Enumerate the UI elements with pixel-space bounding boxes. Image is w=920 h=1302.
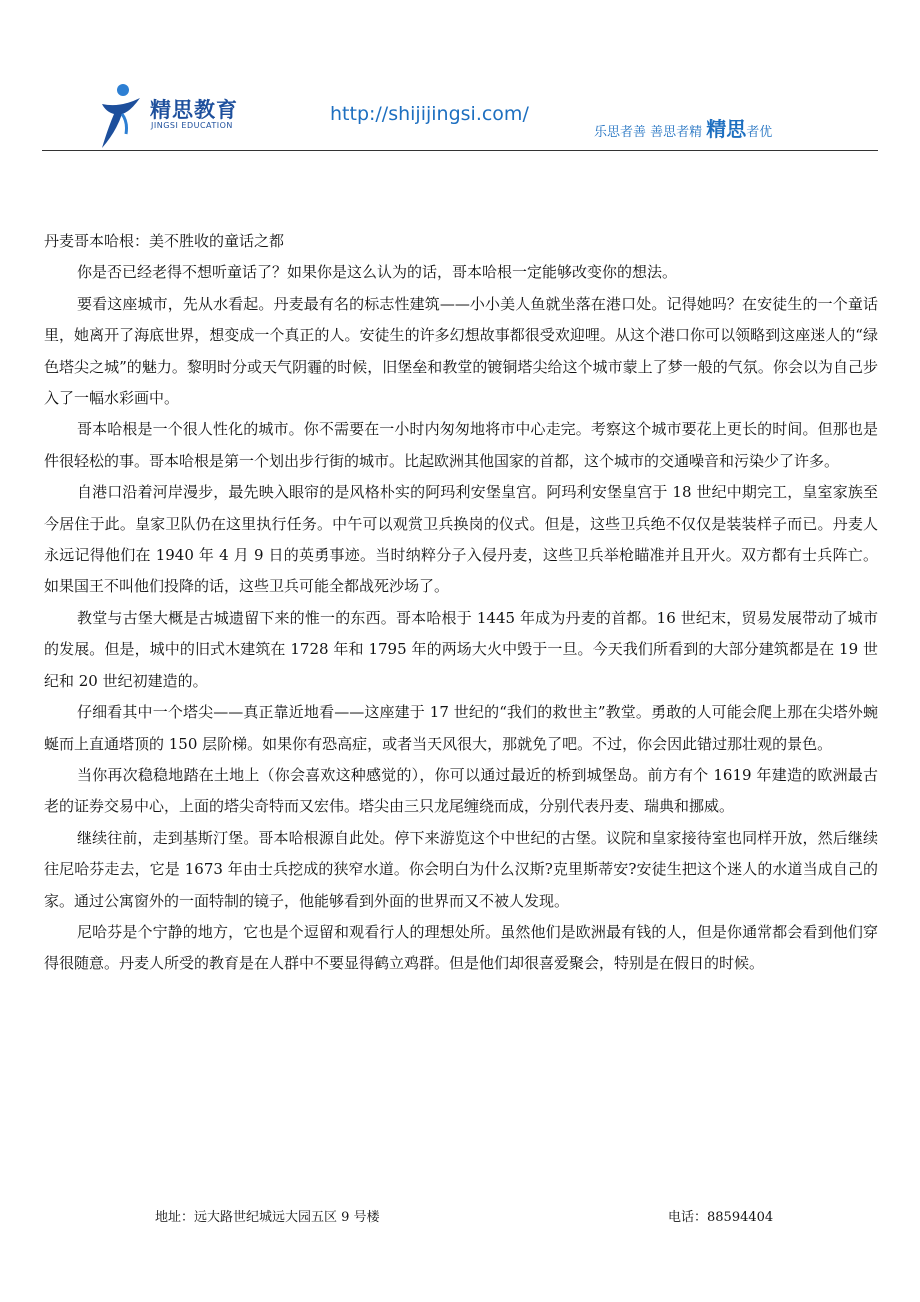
logo-text: 精思教育 [150,98,238,122]
paragraph: 哥本哈根是一个很人性化的城市。你不需要在一小时内匆匆地将市中心走完。考察这个城市要花上更长的时间。但那也是件很轻松的事。哥本哈根是第一个划出步行街的城市。比起欧洲其他国家的首都，这个城市的交通噪音和污染少了许多。 [44,420,878,470]
slogan-part2: 者优 [746,125,773,140]
slogan-highlight: 精思 [706,117,747,141]
slogan-part1: 乐思者善 善思者精 [594,125,707,140]
website-url[interactable]: http://shijijingsi.com/ [330,103,529,125]
paragraph: 教堂与古堡大概是古城遗留下来的惟一的东西。哥本哈根于 1445 年成为丹麦的首都。16 世纪末，贸易发展带动了城市的发展。但是，城中的旧式木建筑在 1728 年和 1795 年的两场大火中毁于一旦。今天我们所看到的大部分建筑都是在 19 世纪和 20 世纪初建造的。 [44,608,878,690]
article-title: 丹麦哥本哈根：美不胜收的童话之都 [44,232,285,250]
logo-figure-icon [96,82,146,150]
paragraph: 你是否已经老得不想听童话了？如果你是这么认为的话，哥本哈根一定能够改变你的想法。 [77,263,678,282]
header-divider [42,150,878,151]
article-body [44,226,878,980]
page-header [0,0,920,160]
footer-phone: 电话：88594404 [668,1210,774,1225]
paragraph: 继续往前，走到基斯汀堡。哥本哈根源自此处。停下来游览这个中世纪的古堡。议院和皇家接待室也同样开放，然后继续往尼哈芬走去，它是 1673 年由士兵挖成的狭窄水道。你会明白为什么汉斯?克里斯蒂安?安徒生把这个迷人的水道当成自己的家。通过公寓窗外的一面特制的镜子，他能够看到外面的世界而又不被人发现。 [44,828,878,910]
slogan [594,113,772,142]
paragraph: 当你再次稳稳地踏在土地上（你会喜欢这种感觉的），你可以通过最近的桥到城堡岛。前方有个 1619 年建造的欧洲最古老的证券交易中心，上面的塔尖奇特而又宏伟。塔尖由三只龙尾缠绕而成，分别代表丹麦、瑞典和挪威。 [44,765,878,816]
paragraph: 仔细看其中一个塔尖——真正靠近地看——这座建于 17 世纪的“我们的救世主”教堂。勇敢的人可能会爬上那在尖塔外蜿蜒而上直通塔顶的 150 层阶梯。如果你有恐高症，或者当天风很大，那就免了吧。不过，你会因此错过那壮观的景色。 [44,703,878,753]
paragraph: 尼哈芬是个宁静的地方，它也是个逗留和观看行人的理想处所。虽然他们是欧洲最有钱的人，但是你通常都会看到他们穿得很随意。丹麦人所受的教育是在人群中不要显得鹤立鸡群。但是他们却很喜爱聚会，特别是在假日的时候。 [44,922,878,973]
logo-subtext: JINGSI EDUCATION [151,121,233,130]
paragraph: 要看这座城市，先从水看起。丹麦最有名的标志性建筑——小小美人鱼就坐落在港口处。记得她吗？在安徒生的一个童话里，她离开了海底世界，想变成一个真正的人。安徒生的许多幻想故事都很受欢迎哩。从这个港口你可以领略到这座迷人的“绿色塔尖之城”的魅力。黎明时分或天气阴霾的时候，旧堡垒和教堂的镀铜塔尖给这个城市蒙上了梦一般的气氛。你会以为自己步入了一幅水彩画中。 [44,294,878,408]
paragraph: 自港口沿着河岸漫步，最先映入眼帘的是风格朴实的阿玛利安堡皇宫。阿玛利安堡皇宫于 18 世纪中期完工，皇室家族至今居住于此。皇家卫队仍在这里执行任务。中午可以观赏卫兵换岗的仪式。但是，这些卫兵绝不仅仅是装装样子而已。丹麦人永远记得他们在 1940 年 4 月 9 日的英勇事迹。当时纳粹分子入侵丹麦，这些卫兵举枪瞄准并且开火。双方都有士兵阵亡。如果国王不叫他们投降的话，这些卫兵可能全都战死沙场了。 [44,483,878,596]
footer-address: 地址：远大路世纪城远大园五区 9 号楼 [155,1210,380,1225]
